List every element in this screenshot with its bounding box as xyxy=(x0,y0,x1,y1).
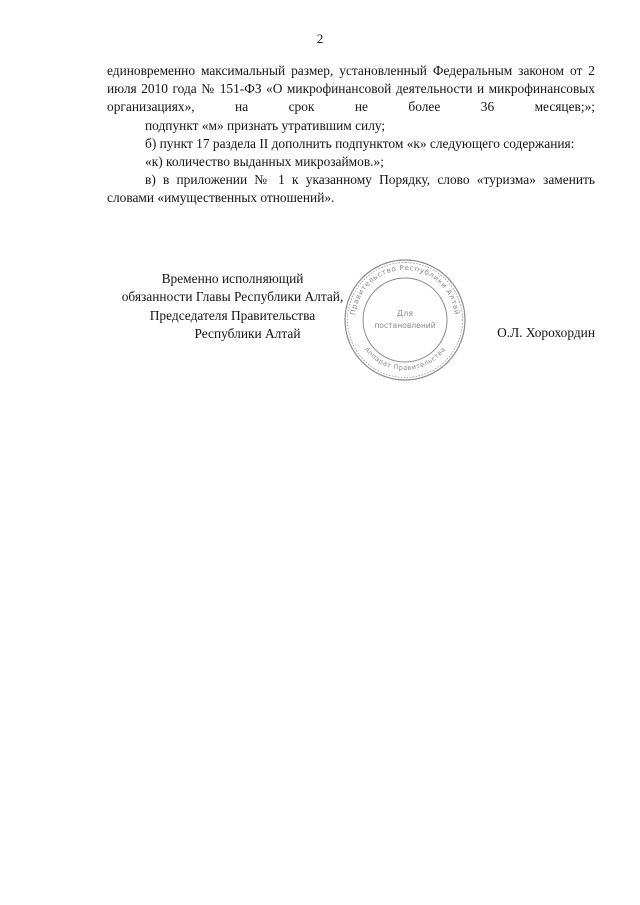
signer-name: О.Л. Хорохордин xyxy=(497,325,595,340)
svg-text:Для: Для xyxy=(396,309,414,318)
paragraph-subpoint-k: «к) количество выданных микрозаймов.»; xyxy=(145,154,384,170)
signer-title-line-3: Председателя Правительства xyxy=(149,307,316,323)
paragraph-subpoint-m: подпункт «м» признать утратившим силу; xyxy=(145,117,386,133)
paragraph-point-b: б) пункт 17 раздела II дополнить подпунктом «к» следующего содержания: xyxy=(145,135,575,151)
official-seal xyxy=(343,258,467,382)
signer-title-line-1: Временно исполняющий xyxy=(161,271,304,286)
svg-text:Аппарат Правительства: Аппарат Правительства xyxy=(362,345,448,373)
paragraph-point-v: в) в приложении № 1 к указанному Порядку, слово «туризма» заменить словами «имущественных отношений». xyxy=(107,172,595,206)
page-number: 2 xyxy=(316,31,324,46)
signer-title-line-2: обязанности Главы Республики Алтай, xyxy=(121,289,344,305)
svg-text:постановлений: постановлений xyxy=(374,321,436,330)
signature-block xyxy=(100,270,365,344)
document-body xyxy=(107,62,595,208)
paragraph-continuation: единовременно максимальный размер, установленный Федеральным законом от 2 июля 2010 года № 151-ФЗ «О микрофинансовой деятельности и микрофинансовых организациях», на срок не более 36 месяцев;»; xyxy=(107,63,595,115)
svg-text:Правительство Республики Алтай: Правительство Республики Алтай xyxy=(348,262,462,316)
signer-title-line-4: Республики Алтай xyxy=(194,326,301,342)
